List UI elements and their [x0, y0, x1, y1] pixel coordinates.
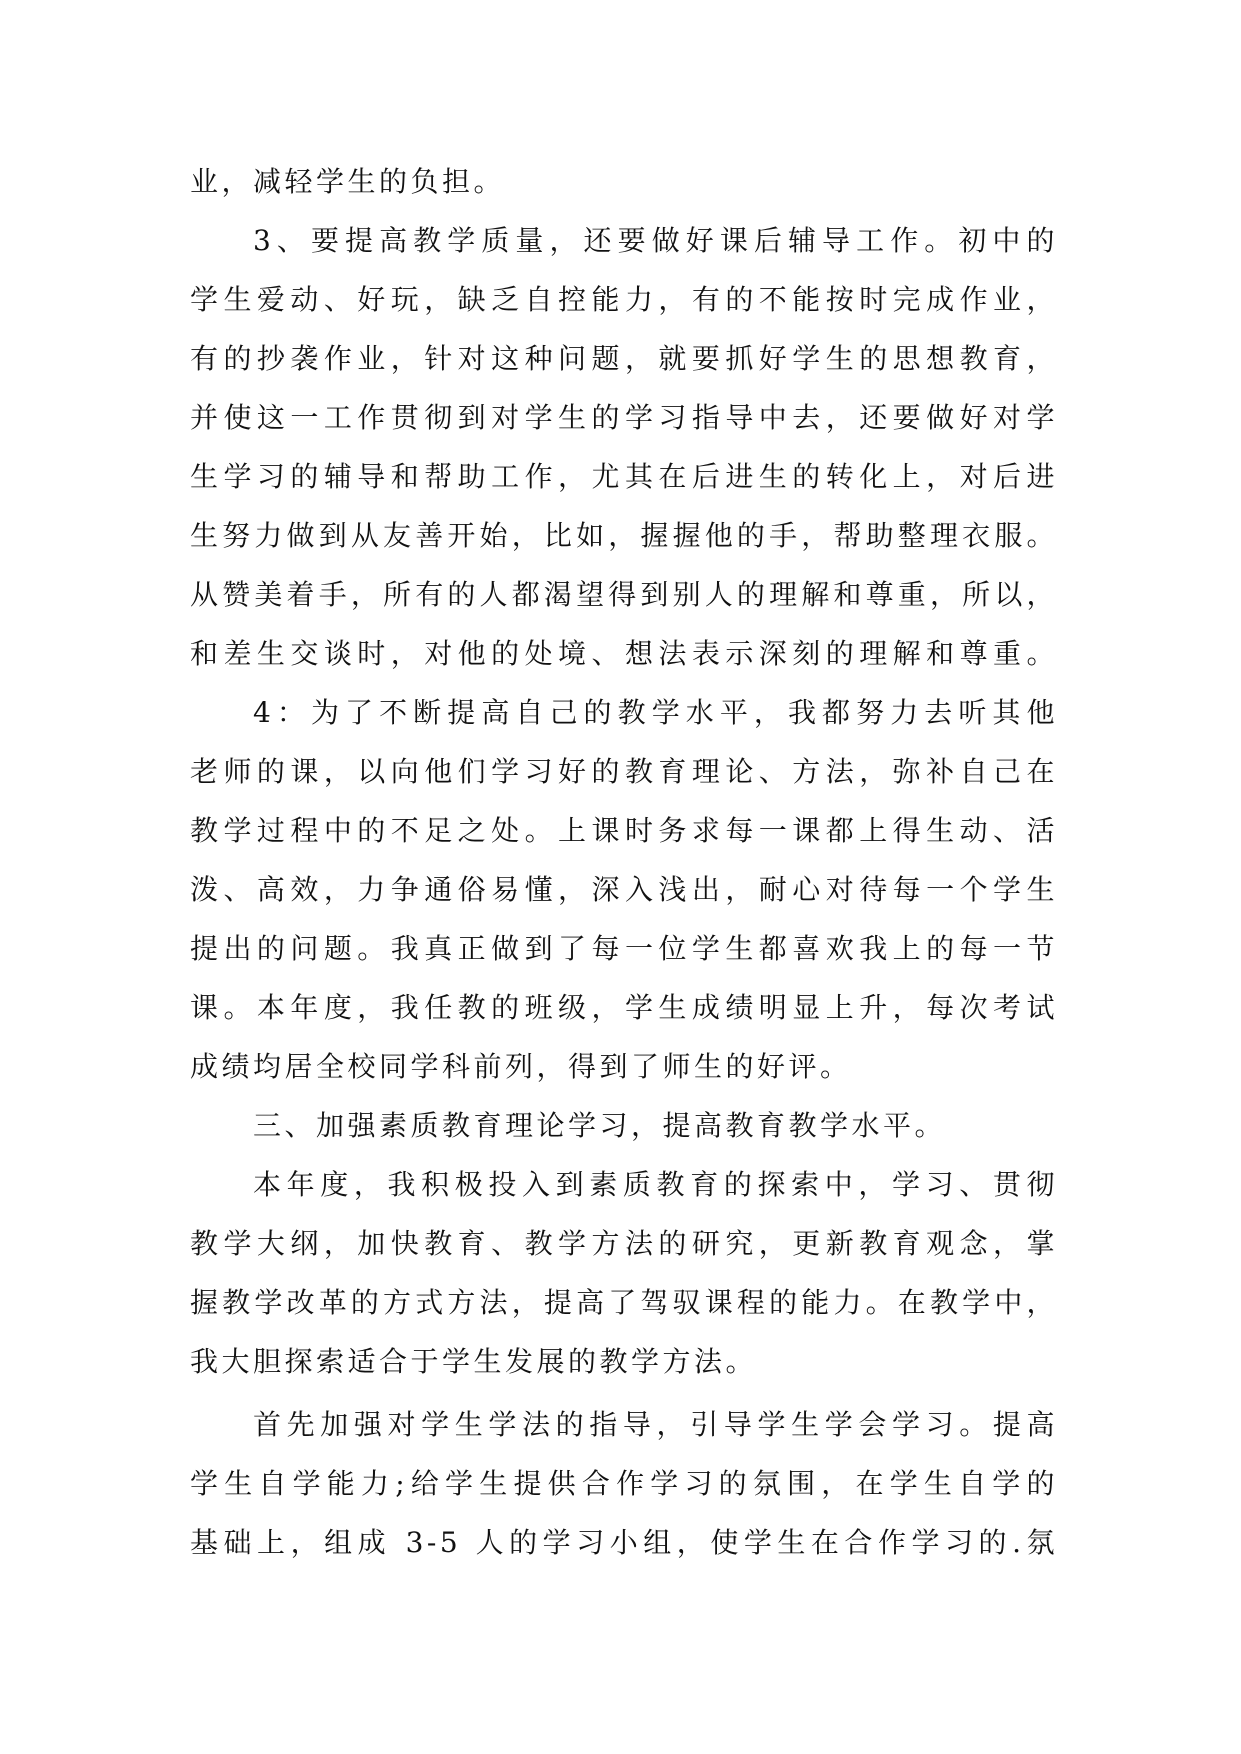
text-line: 生努力做到从友善开始，比如，握握他的手，帮助整理衣服。	[190, 519, 1058, 552]
text-line: 本年度，我积极投入到素质教育的探索中，学习、贯彻	[253, 1168, 1058, 1201]
paragraph	[190, 1395, 1058, 1572]
text-line: 学生爱动、好玩，缺乏自控能力，有的不能按时完成作业，	[190, 283, 1058, 316]
paragraph	[190, 211, 1058, 683]
paragraph	[190, 1155, 1058, 1391]
text-line: 业，减轻学生的负担。	[190, 165, 506, 198]
text-line: 三、加强素质教育理论学习，提高教育教学水平。	[253, 1109, 947, 1142]
paragraph	[190, 152, 1058, 211]
text-line: 有的抄袭作业，针对这种问题，就要抓好学生的思想教育，	[190, 342, 1058, 375]
text-line: 教学大纲，加快教育、教学方法的研究，更新教育观念，掌	[190, 1227, 1058, 1260]
text-line: 和差生交谈时，对他的处境、想法表示深刻的理解和尊重。	[190, 637, 1058, 670]
text-line: 课。本年度，我任教的班级，学生成绩明显上升，每次考试	[190, 991, 1058, 1024]
text-line: 并使这一工作贯彻到对学生的学习指导中去，还要做好对学	[190, 401, 1058, 434]
section-heading	[190, 1096, 1058, 1155]
text-line: 4：为了不断提高自己的教学水平，我都努力去听其他	[253, 696, 1058, 729]
document-body	[190, 152, 1058, 1572]
text-line: 教学过程中的不足之处。上课时务求每一课都上得生动、活	[190, 814, 1058, 847]
text-line: 学生自学能力;给学生提供合作学习的氛围，在学生自学的	[190, 1467, 1058, 1500]
text-line: 首先加强对学生学法的指导，引导学生学会学习。提高	[253, 1408, 1058, 1441]
text-line: 3、要提高教学质量，还要做好课后辅导工作。初中的	[253, 224, 1058, 257]
text-line: 成绩均居全校同学科前列，得到了师生的好评。	[190, 1050, 852, 1083]
text-line: 生学习的辅导和帮助工作，尤其在后进生的转化上，对后进	[190, 460, 1058, 493]
text-line: 提出的问题。我真正做到了每一位学生都喜欢我上的每一节	[190, 932, 1058, 965]
text-line: 基础上，组成 3-5 人的学习小组，使学生在合作学习的.氛	[190, 1526, 1058, 1559]
text-line: 从赞美着手，所有的人都渴望得到别人的理解和尊重，所以，	[190, 578, 1058, 611]
paragraph	[190, 683, 1058, 1096]
text-line: 握教学改革的方式方法，提高了驾驭课程的能力。在教学中，	[190, 1286, 1058, 1319]
text-line: 我大胆探索适合于学生发展的教学方法。	[190, 1345, 758, 1378]
text-line: 泼、高效，力争通俗易懂，深入浅出，耐心对待每一个学生	[190, 873, 1058, 906]
text-line: 老师的课，以向他们学习好的教育理论、方法，弥补自己在	[190, 755, 1058, 788]
